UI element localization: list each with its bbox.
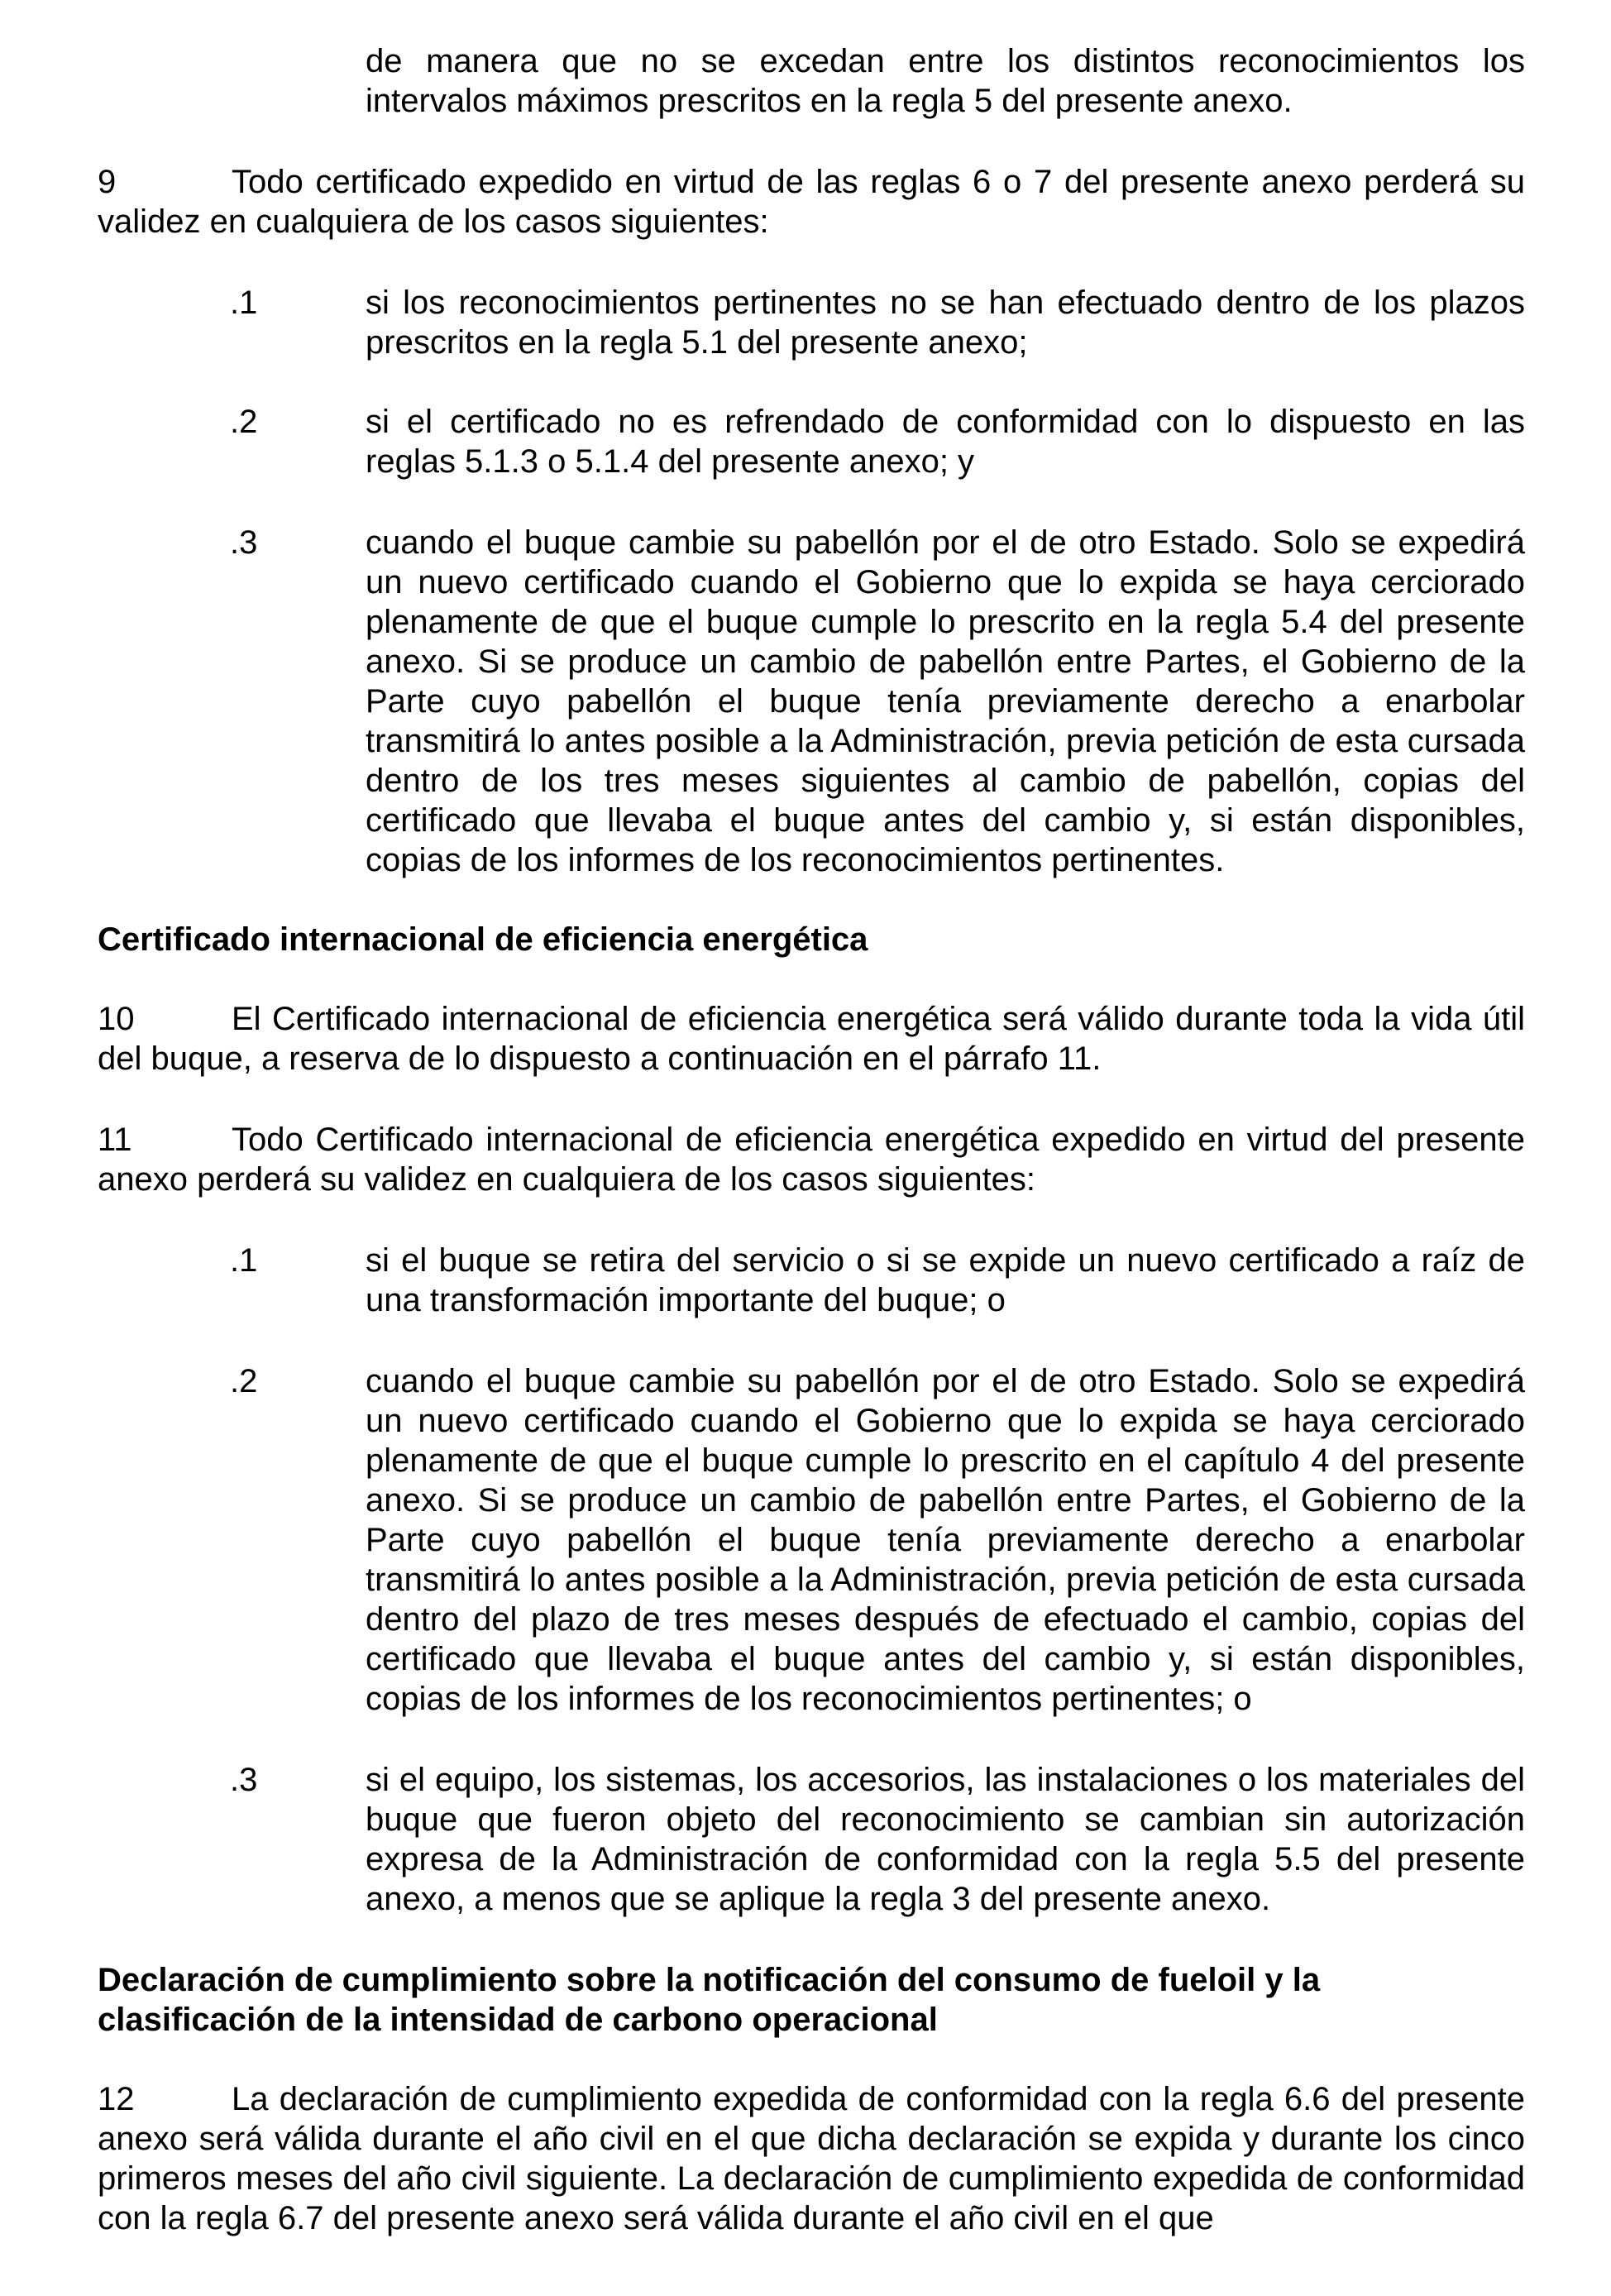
paragraph-12 (98, 2079, 1525, 2238)
list-item-text: si el buque se retira del servicio o si se expide un nuevo certificado a raíz de una transformación importante del buque; o (366, 1242, 1525, 1318)
paragraph-9 (98, 162, 1525, 242)
paragraph-number: 11 (98, 1122, 132, 1158)
list-item-text: si los reconocimientos pertinentes no se han efectuado dentro de los plazos prescritos en la regla 5.1 del presente anexo; (366, 285, 1525, 361)
list-item (230, 523, 1525, 880)
list-item-text: cuando el buque cambie su pabellón por el de otro Estado. Solo se expedirá un nuevo certificado cuando el Gobierno que lo expida se haya cerciorado plenamente de que el buque cumple lo prescrito en la regla 5.4 del presente anexo. Si se produce un cambio de pabellón entre Partes, el Gobierno de la Parte cuyo pabellón el buque tenía previamente derecho a enarbolar transmitirá lo antes posible a la Administración, previa petición de esta cursada dentro de los tres meses siguientes al cambio de pabellón, copias del certificado que llevaba el buque antes del cambio y, si están disponibles, copias de los informes de los reconocimientos pertinentes. (366, 524, 1525, 878)
paragraph-11 (98, 1120, 1525, 1199)
list-item-text: cuando el buque cambie su pabellón por el de otro Estado. Solo se expedirá un nuevo certificado cuando el Gobierno que lo expida se haya cerciorado plenamente de que el buque cumple lo prescrito en el capítulo 4 del presente anexo. Si se produce un cambio de pabellón entre Partes, el Gobierno de la Parte cuyo pabellón el buque tenía previamente derecho a enarbolar transmitirá lo antes posible a la Administración, previa petición de esta cursada dentro del plazo de tres meses después de efectuado el cambio, copias del certificado que llevaba el buque antes del cambio y, si están disponibles, copias de los informes de los reconocimientos pertinentes; o (366, 1363, 1525, 1717)
list-item-label: .2 (230, 404, 258, 440)
list-item (230, 1760, 1525, 1919)
paragraph-number: 10 (98, 1001, 135, 1037)
paragraph-text: Todo Certificado internacional de eficiencia energética expedido en virtud del presente anexo perderá su validez en cualquiera de los casos siguientes: (98, 1122, 1525, 1198)
paragraph-text: La declaración de cumplimiento expedida de conformidad con la regla 6.6 del presente anexo será válida durante el año civil en el que dicha declaración se expida y durante los cinco primeros meses del año civil siguiente. La declaración de cumplimiento expedida de conformidad con la regla 6.7 del presente anexo será válida durante el año civil en el que (98, 2081, 1525, 2236)
section-heading: Certificado internacional de eficiencia energética (98, 921, 868, 958)
paragraph-number: 9 (98, 164, 117, 200)
paragraph-number: 12 (98, 2081, 135, 2117)
list-item-text: si el equipo, los sistemas, los accesorios, las instalaciones o los materiales del buque que fueron objeto del reconocimiento se cambian sin autorización expresa de la Administración de conformidad con la regla 5.5 del presente anexo, a menos que se aplique la regla 3 del presente anexo. (366, 1762, 1525, 1917)
list-item (230, 283, 1525, 362)
list-item-label: .1 (230, 285, 258, 321)
list-item-label: .2 (230, 1363, 258, 1399)
list-item-label: .1 (230, 1242, 258, 1279)
paragraph-10 (98, 999, 1525, 1079)
list-item-label: .3 (230, 524, 258, 561)
section-heading: Declaración de cumplimiento sobre la notificación del consumo de fueloil y la clasificación de la intensidad de carbono operacional (98, 1962, 1321, 2038)
paragraph-text: El Certificado internacional de eficiencia energética será válido durante toda la vida útil del buque, a reserva de lo dispuesto a continuación en el párrafo 11. (98, 1001, 1525, 1077)
list-item (230, 1361, 1525, 1719)
continuation-text: de manera que no se excedan entre los distintos reconocimientos los intervalos máximos prescritos en la regla 5 del presente anexo. (366, 43, 1525, 119)
paragraph-text: Todo certificado expedido en virtud de las reglas 6 o 7 del presente anexo perderá su validez en cualquiera de los casos siguientes: (98, 164, 1525, 240)
list-item (230, 402, 1525, 481)
list-item (230, 1241, 1525, 1320)
list-item-label: .3 (230, 1762, 258, 1798)
list-item-text: si el certificado no es refrendado de conformidad con lo dispuesto en las reglas 5.1.3 o 5.1.4 del presente anexo; y (366, 404, 1525, 480)
